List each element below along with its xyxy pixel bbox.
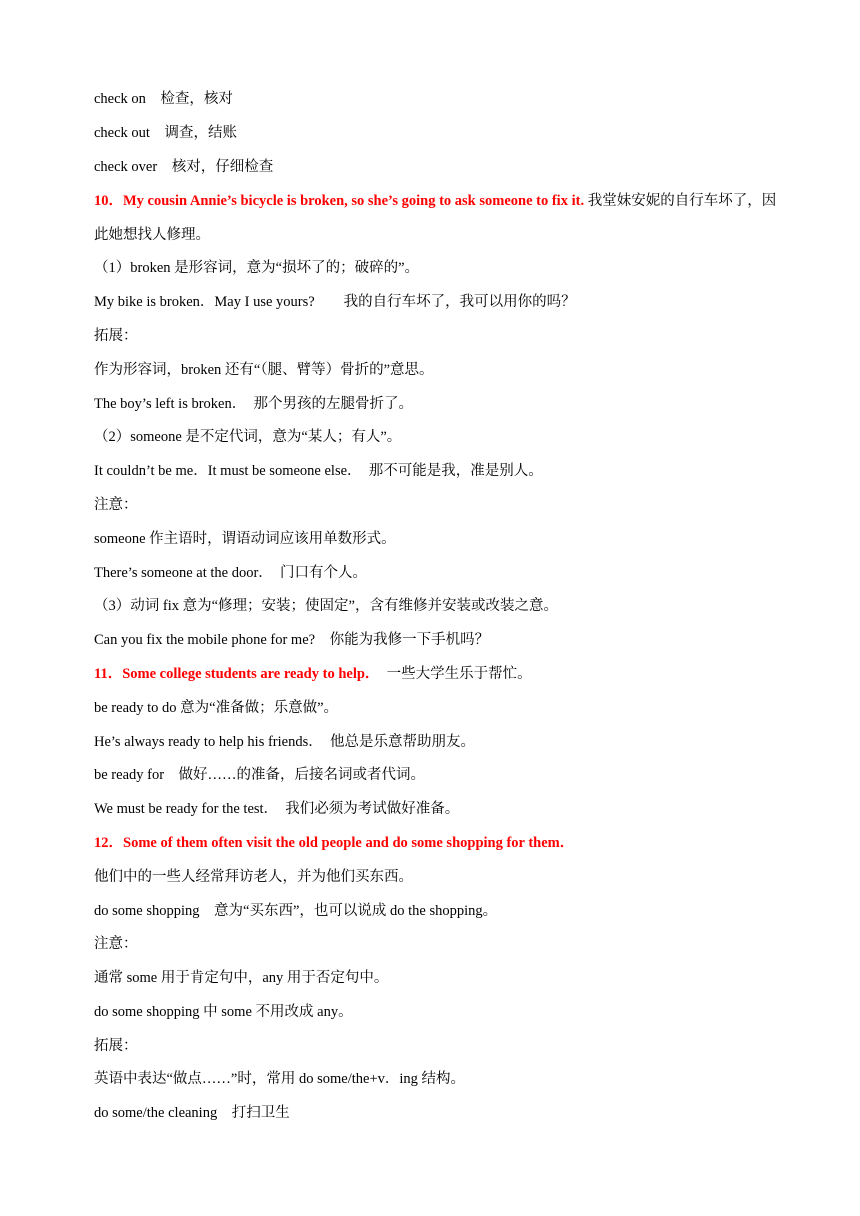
text-line: 他们中的一些人经常拜访老人，并为他们买东西。 <box>94 869 413 885</box>
item-10-translation: 我堂妹安妮的自行车坏了，因此她想找人修理。 <box>94 193 777 243</box>
text-line: 拓展： <box>94 1038 138 1054</box>
text-line: someone 作主语时，谓语动词应该用单数形式。 <box>94 531 396 547</box>
text-line: He’s always ready to help his friends． 他总是乐意帮助朋友。 <box>94 734 475 750</box>
item-10-paragraph <box>94 184 780 252</box>
text-line: do some shopping 意为“买东西”，也可以说成 do the shopping。 <box>94 903 498 919</box>
text-line: 英语中表达“做点……”时，常用 do some/the+v．ing 结构。 <box>94 1071 466 1087</box>
text-line: We must be ready for the test． 我们必须为考试做好准备。 <box>94 801 460 817</box>
item-11-translation: 一些大学生乐于帮忙。 <box>372 666 532 682</box>
text-line: It couldn’t be me．It must be someone else． 那不可能是我，准是别人。 <box>94 463 543 479</box>
item-10-heading: 10．My cousin Annie’s bicycle is broken, so she’s going to ask someone to fix it. <box>94 193 585 209</box>
text-line: （2）someone 是不定代词，意为“某人；有人”。 <box>94 429 402 445</box>
item-12-paragraph <box>94 832 780 854</box>
item-11-heading: 11．Some college students are ready to help． <box>94 666 373 682</box>
text-line: be ready to do 意为“准备做；乐意做”。 <box>94 700 339 716</box>
item-11-paragraph <box>94 663 780 685</box>
text-line: check out 调查，结账 <box>94 125 237 141</box>
text-line: 注意： <box>94 936 138 952</box>
text-line: be ready for 做好……的准备，后接名词或者代词。 <box>94 767 426 783</box>
text-line: My bike is broken．May I use yours? 我的自行车坏了，我可以用你的吗？ <box>94 294 576 310</box>
text-line: 注意： <box>94 497 138 513</box>
text-line: 拓展： <box>94 328 138 344</box>
text-line: do some/the cleaning 打扫卫生 <box>94 1105 290 1121</box>
text-line: 通常 some 用于肯定句中，any 用于否定句中。 <box>94 970 389 986</box>
text-line: do some shopping 中 some 不用改成 any。 <box>94 1004 353 1020</box>
text-line: Can you fix the mobile phone for me? 你能为我修一下手机吗？ <box>94 632 490 648</box>
text-line: check over 核对，仔细检查 <box>94 159 274 175</box>
item-12-heading: 12．Some of them often visit the old people and do some shopping for them． <box>94 835 575 851</box>
text-line: The boy’s left is broken． 那个男孩的左腿骨折了。 <box>94 396 413 412</box>
text-line: （1）broken 是形容词，意为“损坏了的；破碎的”。 <box>94 260 420 276</box>
text-line: There’s someone at the door． 门口有个人。 <box>94 565 368 581</box>
text-line: check on 检查，核对 <box>94 91 233 107</box>
text-line: 作为形容词，broken 还有“（腿、臂等）骨折的”意思。 <box>94 362 434 378</box>
text-line: （3）动词 fix 意为“修理；安装；使固定”，含有维修并安装或改装之意。 <box>94 598 558 614</box>
